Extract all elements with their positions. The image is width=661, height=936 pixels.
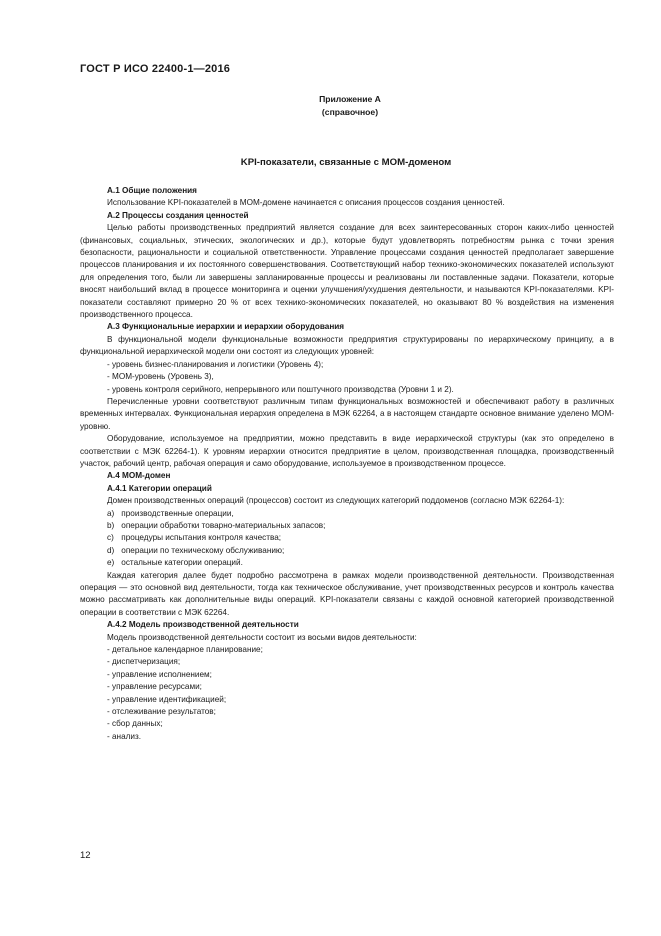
list-item-text: производственные операции,	[121, 508, 234, 518]
list-item: - управление ресурсами;	[107, 682, 202, 692]
list-item	[80, 532, 614, 544]
list-item: - управление идентификацией;	[107, 694, 227, 704]
paragraph: Оборудование, используемое на предприятии, можно представить в виде иерархической структуры (как это определено в соответствии с МЭК 62264-1). К уровням иерархии относится предприятие в целом, производственная площадка, производственный участок, рабочий центр, рабочая операция и само оборудование, используемое в производственном процессе.	[80, 434, 614, 468]
paragraph: В функциональной модели функциональные возможности предприятия структурированы по иерархическому принципу, а в функциональной иерархической модели они состоят из следующих уровней:	[80, 334, 614, 357]
list-item	[80, 508, 614, 520]
list-item: - управление исполнением;	[107, 669, 212, 679]
paragraph: Каждая категория далее будет подробно рассмотрена в рамках модели производственной деятельности. Производственная операция — это основной вид деятельности, тогда как техническое обслуживание, учет производственных ресурсов и контроль качества можно рассматривать как дополнительные виды операций. KPI-показатели связаны с каждой основной категорией производственной операции в соответствии с МЭК 62264.	[80, 570, 614, 617]
annex-type: (справочное)	[321, 107, 379, 117]
list-item: - диспетчеризация;	[107, 657, 181, 667]
list-item	[80, 545, 614, 557]
list-marker: b)	[107, 520, 115, 530]
list-item: - анализ.	[107, 731, 142, 741]
section-heading: А.1 Общие положения	[107, 186, 197, 195]
paragraph: Использование KPI-показателей в МОМ-домене начинается с описания процессов создания ценностей.	[107, 198, 505, 208]
page-number: 12	[80, 850, 91, 861]
document-body	[80, 185, 614, 743]
list-item: - отслеживание результатов;	[107, 707, 216, 717]
section-heading: А.3 Функциональные иерархии и иерархии оборудования	[107, 322, 345, 332]
list-item-text: операции по техническому обслуживанию;	[121, 545, 285, 555]
standard-designation: ГОСТ Р ИСО 22400-1—2016	[80, 63, 231, 75]
list-marker: d)	[107, 545, 115, 555]
list-item: - МОМ-уровень (Уровень 3),	[107, 372, 214, 382]
list-item: - уровень контроля серийного, непрерывного или поштучного производства (Уровни 1 и 2).	[107, 384, 454, 394]
paragraph: Модель производственной деятельности состоит из восьми видов деятельности:	[107, 632, 417, 642]
list-item-text: остальные категории операций.	[121, 558, 243, 568]
section-heading: А.2 Процессы создания ценностей	[107, 210, 249, 220]
list-marker: e)	[107, 558, 115, 568]
subsection-heading: А.4.1 Категории операций	[107, 483, 212, 493]
paragraph: Перечисленные уровни соответствуют различным типам функциональных возможностей и обеспечивают работу в различных временных интервалах. Функциональная иерархия определена в МЭК 62264, а в настоящем стандарте основное внимание уделено МОМ-уровню.	[80, 396, 614, 431]
paragraph: Целью работы производственных предприятий является создание для всех заинтересованных сторон каких-либо ценностей (финансовых, социальных, этических, экологических и др.), которые будут удовлетворять потребностям рынка с точки зрения безопасности, рациональности и социальной ответственности. Управление процессами создания ценностей предполагает завершение процессов планирования и их постоянного совершенствования. Соответствующий набор технико-экономических показателей используют для определения того, были ли завершены запланированные процессы и реализованы ли поставленные задачи. Показатели, которые вносят наибольший вклад в процессе мониторинга и оценки улучшения/ухудшения деятельности, и называются KPI-показателями. KPI-показатели составляют примерно 20 % от всех технико-экономических показателей, но оказывают 80 % воздействия на изменения производственного процесса.	[80, 223, 614, 320]
section-heading: А.4 МОМ-домен	[107, 471, 171, 481]
list-marker: c)	[107, 533, 114, 543]
list-item: - уровень бизнес-планирования и логистики (Уровень 4);	[107, 359, 324, 369]
subsection-heading: А.4.2 Модель производственной деятельности	[107, 620, 299, 630]
list-marker: a)	[107, 508, 115, 518]
list-item	[80, 557, 614, 569]
list-item	[80, 520, 614, 532]
list-item: - сбор данных;	[107, 719, 163, 729]
list-item-text: операции обработки товарно-материальных запасов;	[121, 520, 326, 530]
page-title: KPI-показатели, связанные с МОМ-доменом	[240, 157, 452, 168]
annex-heading	[300, 93, 400, 119]
list-item-text: процедуры испытания контроля качества;	[121, 533, 282, 543]
annex-label: Приложение А	[319, 94, 381, 104]
list-item: - детальное календарное планирование;	[107, 645, 263, 655]
paragraph: Домен производственных операций (процессов) состоит из следующих категорий поддоменов (согласно МЭК 62264-1):	[107, 496, 565, 506]
